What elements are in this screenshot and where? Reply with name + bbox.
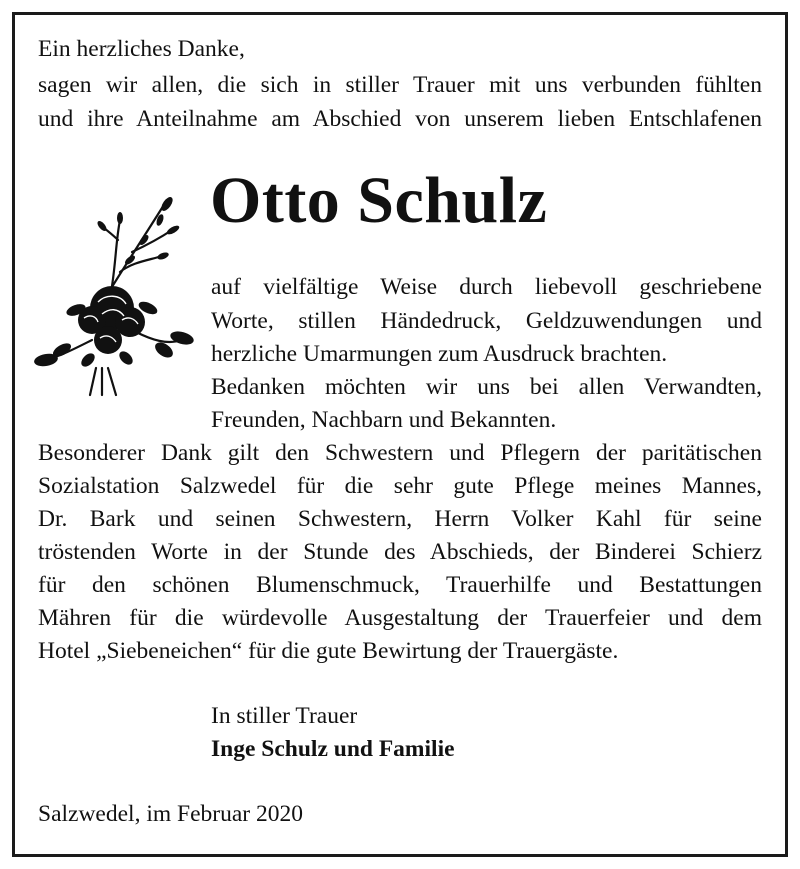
thanks-line-6: Mähren für die würdevolle Ausgestaltung der Trauerfeier und dem — [38, 605, 762, 631]
body-line-3: herzliche Umarmungen zum Ausdruck brachten. — [211, 341, 668, 367]
signature-label: In stiller Trauer — [211, 703, 358, 729]
thanks-line-4: tröstenden Worte in der Stunde des Abschieds, der Binderei Schierz — [38, 539, 762, 565]
thanks-line-3: Dr. Bark und seinen Schwestern, Herrn Volker Kahl für seine — [38, 506, 762, 532]
body-line-4: Bedanken möchten wir uns bei allen Verwandten, — [211, 374, 762, 400]
thanks-line-2: Sozialstation Salzwedel für die sehr gute Pflege meines Mannes, — [38, 473, 762, 499]
flower-bouquet-icon — [32, 190, 202, 400]
notice-border — [12, 12, 788, 857]
place-date: Salzwedel, im Februar 2020 — [38, 801, 303, 827]
intro-line-3: und ihre Anteilnahme am Abschied von unserem lieben Entschlafenen — [38, 106, 762, 132]
intro-line-2: sagen wir allen, die sich in stiller Trauer mit uns verbunden fühlten — [38, 72, 762, 98]
signature-names: Inge Schulz und Familie — [211, 736, 455, 762]
thanks-line-7: Hotel „Siebeneichen“ für die gute Bewirtung der Trauergäste. — [38, 638, 619, 664]
deceased-name: Otto Schulz — [210, 164, 548, 237]
body-line-5: Freunden, Nachbarn und Bekannten. — [211, 407, 557, 433]
thanks-line-1: Besonderer Dank gilt den Schwestern und Pflegern der paritätischen — [38, 440, 762, 466]
body-line-2: Worte, stillen Händedruck, Geldzuwendungen und — [211, 308, 762, 334]
body-line-1: auf vielfältige Weise durch liebevoll geschriebene — [211, 274, 762, 300]
thanks-line-5: für den schönen Blumenschmuck, Trauerhilfe und Bestattungen — [38, 572, 762, 598]
intro-line-1: Ein herzliches Danke, — [38, 36, 245, 62]
